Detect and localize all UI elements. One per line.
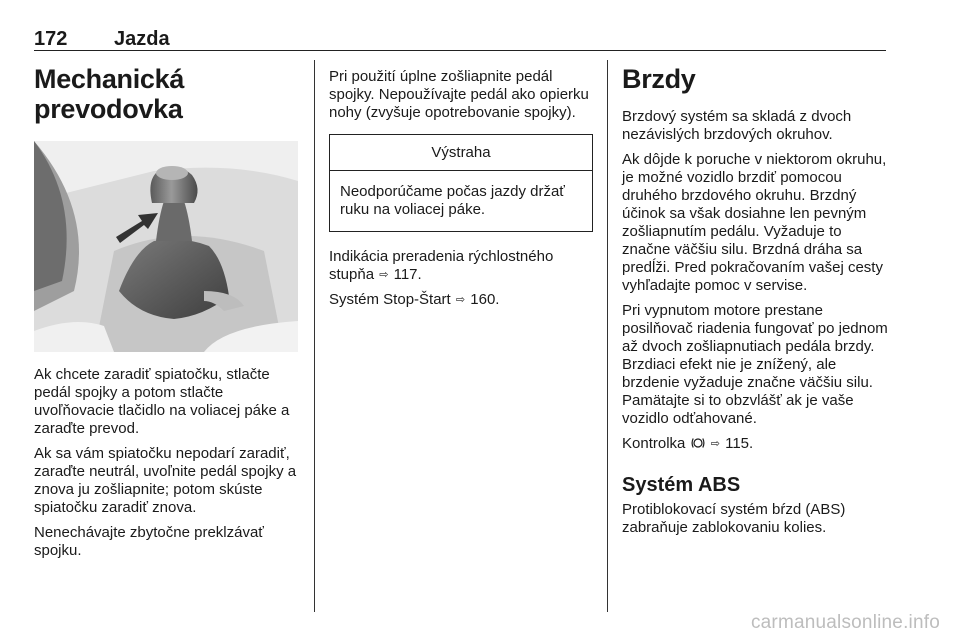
- watermark: carmanualsonline.info: [750, 612, 940, 633]
- page-reference-arrow-icon: ⇨: [710, 438, 720, 450]
- column-3: [622, 64, 892, 544]
- subsection-heading: Systém ABS: [622, 474, 741, 496]
- paragraph: [622, 435, 892, 453]
- lamp-text: Kontrolka: [622, 435, 686, 452]
- paragraph: Brzdový systém sa skladá z dvoch nezávislých brzdových okruhov.: [622, 108, 852, 143]
- paragraph: Pri vypnutom motore prestane posilňovač riadenia fungovať po jednom až dvoch zošliapnutiach pedála brzdy. Brzdiaci efekt nie je znížený, ale brzdenie vyžaduje značne väčšiu silu. Pamätajte si to obzvlášť ak je vaše vozidlo odťahované.: [622, 302, 888, 427]
- page-reference-arrow-icon: ⇨: [379, 269, 389, 281]
- page-reference-link[interactable]: 117.: [393, 266, 422, 283]
- paragraph: Ak chcete zaradiť spiatočku, stlačte pedál spojky a potom stlačte uvoľňovacie tlačidlo na voliacej páke a zaraďte prevod.: [34, 366, 290, 437]
- brake-warning-lamp-icon: [691, 436, 705, 450]
- chapter-title: Jazda: [114, 28, 170, 50]
- column-divider: [314, 60, 315, 612]
- heading-line: Mechanická: [34, 64, 185, 94]
- stop-start-text: Systém Stop-Štart: [329, 291, 451, 308]
- warning-title: Výstraha: [330, 135, 592, 171]
- page-number: 172: [34, 28, 68, 50]
- column-1-text: [34, 366, 302, 567]
- section-heading: [34, 64, 302, 124]
- column-2: [329, 68, 593, 316]
- paragraph: Protiblokovací systém bŕzd (ABS) zabraňuje zablokovaniu kolies.: [622, 501, 846, 536]
- paragraph: Pri použití úplne zošliapnite pedál spojky. Nepoužívajte pedál ako opierku nohy (zvyšuje opotrebovanie spojky).: [329, 68, 589, 121]
- paragraph: Ak dôjde k poruche v niektorom okruhu, je možné vozidlo brzdiť pomocou druhého brzdového okruhu. Brzdný účinok sa však dosiahne len pevným zošliapnutím pedálu. Vyžaduje to značne väčšiu silu. Brzdná dráha sa predĺži. Pred pokračovaním vašej cesty vyhľadajte pomoc v servise.: [622, 151, 887, 294]
- column-divider: [607, 60, 608, 612]
- paragraph: [329, 248, 593, 284]
- gear-shift-image: [34, 141, 298, 352]
- warning-box: [329, 134, 593, 232]
- paragraph: Nenechávajte zbytočne preklzávať spojku.: [34, 524, 264, 559]
- paragraph: Ak sa vám spiatočku nepodarí zaradiť, zaraďte neutrál, uvoľnite pedál spojky a znova ju zošliapnite; potom skúste spiatočku zaradiť znova.: [34, 445, 297, 516]
- heading-line: prevodovka: [34, 94, 183, 124]
- page-reference-link[interactable]: 115.: [725, 435, 754, 452]
- gear-shift-illustration: [34, 141, 298, 352]
- shift-indicator-text: Indikácia preradenia rýchlostného stupňa: [329, 248, 554, 283]
- page-header: [34, 26, 886, 51]
- column-1: [34, 64, 302, 124]
- page-reference-link[interactable]: 160.: [470, 291, 500, 308]
- warning-body: Neodporúčame počas jazdy držať ruku na voliacej páke.: [340, 183, 565, 218]
- page-reference-arrow-icon: ⇨: [455, 294, 466, 306]
- paragraph: [329, 291, 593, 309]
- section-heading: Brzdy: [622, 64, 696, 94]
